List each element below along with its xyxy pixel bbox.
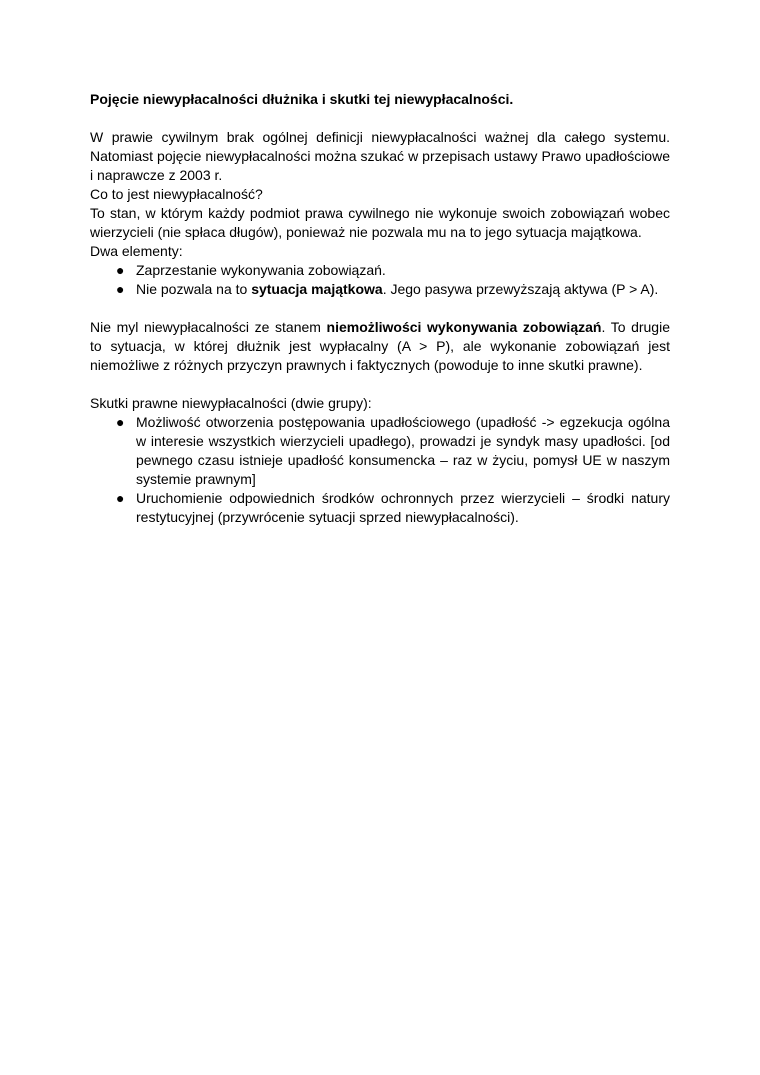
distinction-paragraph xyxy=(90,318,670,375)
effects-label: Skutki prawne niewypłacalności (dwie grupy): xyxy=(90,395,372,411)
list-item xyxy=(90,489,670,527)
elements-label: Dwa elementy: xyxy=(90,243,183,259)
bullet-icon: ● xyxy=(116,281,125,297)
spacer xyxy=(90,375,670,394)
effects-list xyxy=(90,413,670,527)
intro-answer: To stan, w którym każdy podmiot prawa cywilnego nie wykonuje swoich zobowiązań wobec wierzycieli (nie spłaca długów), ponieważ nie pozwala mu na to jego sytuacja majątkowa. xyxy=(90,205,670,240)
list-item-text-pre: Nie pozwala na to xyxy=(136,281,252,297)
list-item-text-post: . Jego pasywa przewyższają aktywa (P > A). xyxy=(382,281,659,297)
list-item-text: Zaprzestanie wykonywania zobowiązań. xyxy=(136,262,386,278)
list-item-text-bold: sytuacja majątkowa xyxy=(251,281,383,297)
document-content xyxy=(90,90,670,527)
bullet-icon: ● xyxy=(116,414,125,430)
list-item xyxy=(90,413,670,489)
intro-question: Co to jest niewypłacalność? xyxy=(90,186,263,202)
document-title: Pojęcie niewypłacalności dłużnika i skutki tej niewypłacalności. xyxy=(90,91,514,107)
distinction-pre: Nie myl niewypłacalności ze stanem xyxy=(90,319,327,335)
list-item xyxy=(90,280,670,299)
intro-paragraph: W prawie cywilnym brak ogólnej definicji niewypłacalności ważnej dla całego systemu. Natomiast pojęcie niewypłacalności można szukać w przepisach ustawy Prawo upadłościowe i naprawcze z 2003 r. xyxy=(90,129,670,183)
distinction-bold: niemożliwości wykonywania zobowiązań xyxy=(326,319,602,335)
bullet-icon: ● xyxy=(116,490,125,506)
bullet-icon: ● xyxy=(116,262,125,278)
distinction-post: . To drugie to sytuacja, w której dłużnik jest wypłacalny (A > P), ale wykonanie zobowiązań jest niemożliwe z różnych przyczyn prawnych i faktycznych (powoduje to inne skutki prawne). xyxy=(90,319,670,373)
spacer xyxy=(90,299,670,318)
list-item-text: Możliwość otworzenia postępowania upadłościowego (upadłość -> egzekucja ogólna w interesie wszystkich wierzycieli upadłego), prowadzi je syndyk masy upadłości. [od pewnego czasu istnieje upadłość konsumencka – raz w życiu, pomysł UE w naszym systemie prawnym] xyxy=(136,414,670,487)
list-item-text: Uruchomienie odpowiednich środków ochronnych przez wierzycieli – środki natury restytucyjnej (przywrócenie sytuacji sprzed niewypłacalności). xyxy=(136,490,670,525)
list-item xyxy=(90,261,670,280)
elements-list xyxy=(90,261,670,299)
